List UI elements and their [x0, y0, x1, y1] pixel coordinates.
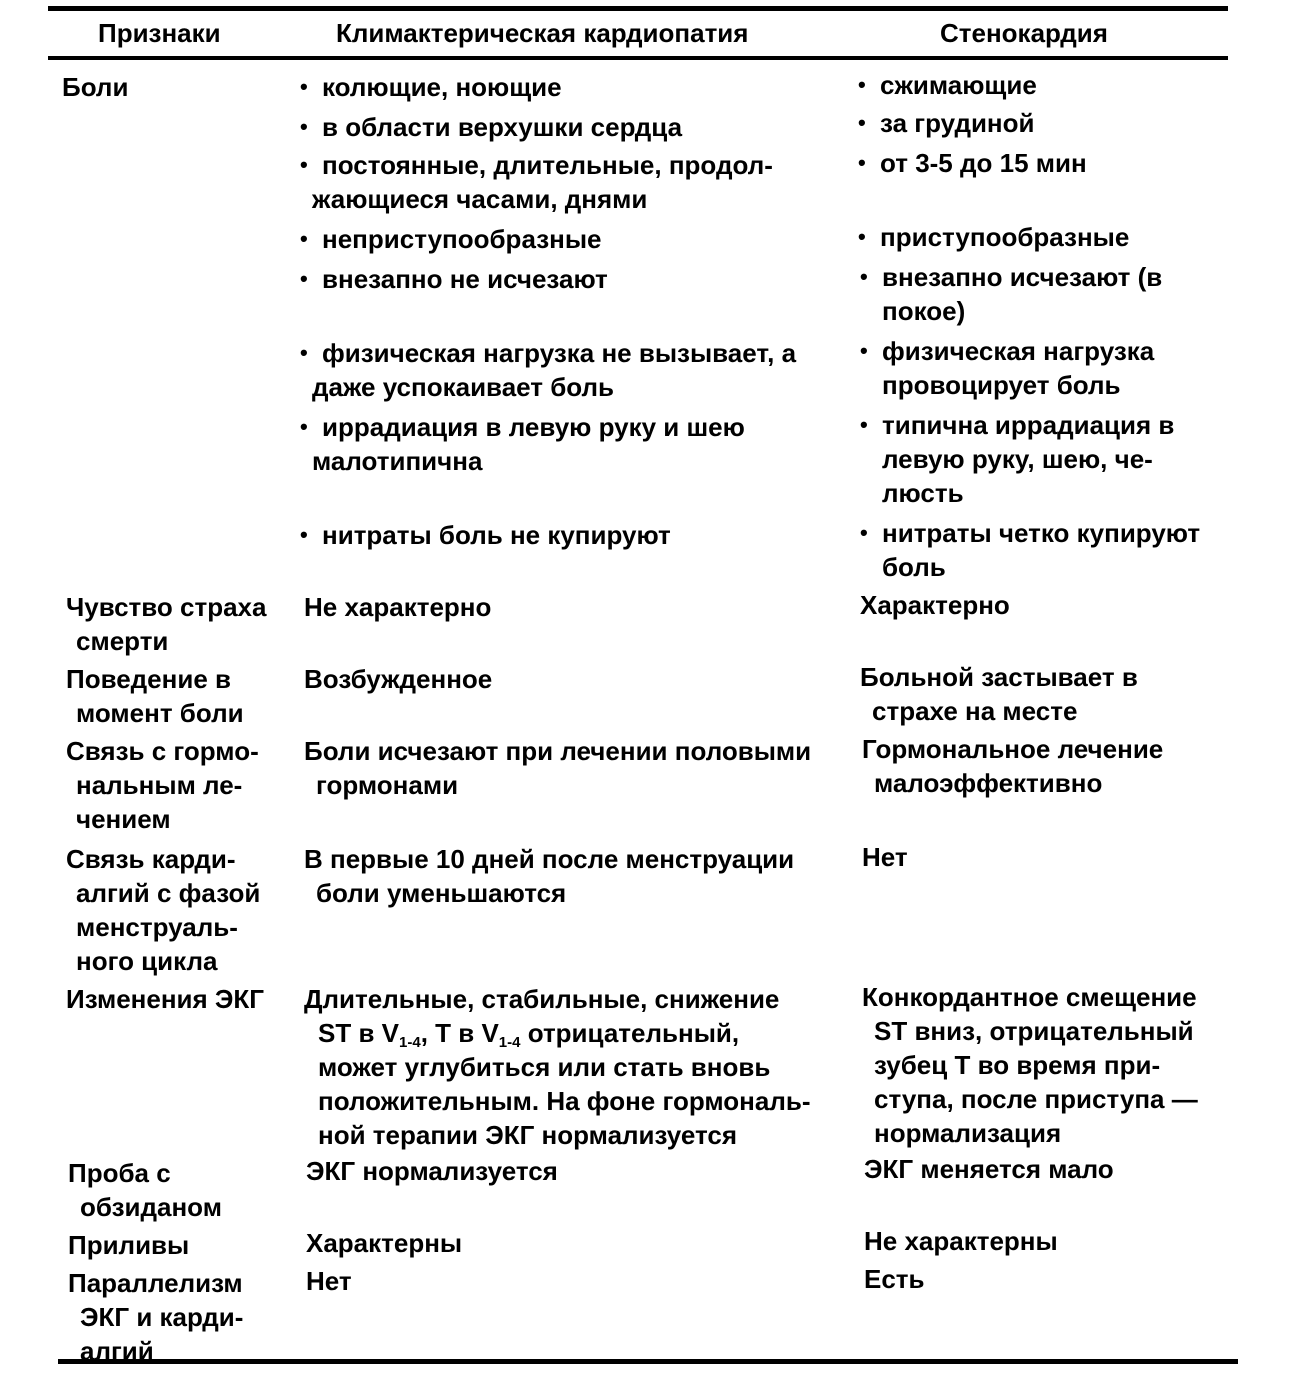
row-label-obzidan: Проба с обзиданом: [68, 1158, 222, 1222]
pain-c1-item: • колющие, ноющие: [300, 72, 562, 102]
bullet-icon: •: [860, 264, 868, 289]
bullet-icon: •: [300, 414, 308, 439]
pain-c2-item: • от 3-5 до 15 мин: [858, 148, 1087, 178]
row-hormonal-c1: Боли исчезают при лечении половыми гормонами: [304, 736, 812, 800]
bullet-icon: •: [300, 114, 308, 139]
pain-c1-item: • в области верхушки сердца: [300, 112, 683, 142]
row-obzidan-c2: ЭКГ меняется мало: [864, 1154, 1114, 1184]
row-hot-flashes-c1: Характерны: [306, 1228, 463, 1258]
pain-c2-item: • нитраты четко купируют боль: [860, 518, 1201, 582]
row-label-pain: Боли: [62, 72, 129, 102]
pain-c1-item: • нитраты боль не купируют: [300, 520, 671, 550]
pain-c2-item: • физическая нагрузка провоцирует боль: [860, 336, 1155, 400]
pain-c2-item: • сжимающие: [858, 70, 1037, 100]
pain-c1-item: • физическая нагрузка не вызывает, а даже успокаивает боль: [300, 338, 797, 402]
row-label-ecg: Изменения ЭКГ: [66, 984, 265, 1014]
bullet-icon: •: [860, 520, 868, 545]
row-hot-flashes-c2: Не характерны: [864, 1226, 1058, 1256]
row-label-fear: Чувство страха смерти: [66, 592, 267, 656]
row-ecg-c1: Длительные, стабильные, снижение ST в $V_{1-4}$, Т в $V_{1-4}$ отрицательный, может углубиться или стать вновь положительным. На фоне гормональ- ной терапии ЭКГ нормализуется: [304, 984, 811, 1150]
row-behaviour-c2: Больной застывает в страхе на месте: [860, 662, 1138, 726]
bullet-icon: •: [858, 110, 866, 135]
row-label-behaviour: Поведение в момент боли: [66, 664, 244, 728]
row-fear-c1: Не характерно: [304, 592, 492, 622]
bullet-icon: •: [300, 74, 308, 99]
row-label-hot-flashes: Приливы: [68, 1230, 190, 1260]
row-behaviour-c1: Возбужденное: [304, 664, 493, 694]
row-label-hormonal: Связь с гормо- нальным ле- чением: [66, 736, 259, 834]
row-parallelism-c1: Нет: [306, 1266, 352, 1296]
pain-c2-item: • приступообразные: [858, 222, 1130, 252]
row-menstrual-c2: Нет: [862, 842, 908, 872]
bullet-icon: •: [300, 340, 308, 365]
row-fear-c2: Характерно: [860, 590, 1010, 620]
table-header-rule: [48, 56, 1228, 60]
row-label-parallelism: Параллелизм ЭКГ и карди- алгий: [68, 1268, 244, 1366]
pain-c2-item: • типична иррадиация в левую руку, шею, че- люсть: [860, 410, 1175, 508]
bullet-icon: •: [860, 412, 868, 437]
bullet-icon: •: [300, 266, 308, 291]
bullet-icon: •: [858, 224, 866, 249]
bullet-icon: •: [858, 150, 866, 175]
pain-c2-item: • за грудиной: [858, 108, 1035, 138]
row-hormonal-c2: Гормональное лечение малоэффективно: [862, 734, 1164, 798]
bullet-icon: •: [860, 338, 868, 363]
pain-c2-item: • внезапно исчезают (в покое): [860, 262, 1163, 326]
pain-c1-item: • постоянные, длительные, продол- жающиеся часами, днями: [300, 150, 773, 214]
bullet-icon: •: [300, 152, 308, 177]
row-parallelism-c2: Есть: [864, 1264, 925, 1294]
pain-c1-item: • неприступообразные: [300, 224, 602, 254]
row-menstrual-c1: В первые 10 дней после менструации боли уменьшаются: [304, 844, 795, 908]
row-obzidan-c1: ЭКГ нормализуется: [306, 1156, 558, 1186]
row-label-menstrual: Связь карди- алгий с фазой менструаль- ного цикла: [66, 844, 261, 976]
pain-c1-item: • внезапно не исчезают: [300, 264, 608, 294]
row-ecg-c2: Конкордантное смещение ST вниз, отрицательный зубец Т во время при- ступа, после приступа — нормализация: [862, 982, 1198, 1148]
bullet-icon: •: [300, 522, 308, 547]
pain-c1-item: • иррадиация в левую руку и шею малотипична: [300, 412, 745, 476]
bullet-icon: •: [858, 72, 866, 97]
bullet-icon: •: [300, 226, 308, 251]
table-top-rule: [48, 6, 1228, 11]
header-signs: Признаки: [98, 18, 221, 48]
header-climacteric-cardiopathy: Климактерическая кардиопатия: [336, 18, 749, 48]
header-angina: Стенокардия: [940, 18, 1108, 48]
